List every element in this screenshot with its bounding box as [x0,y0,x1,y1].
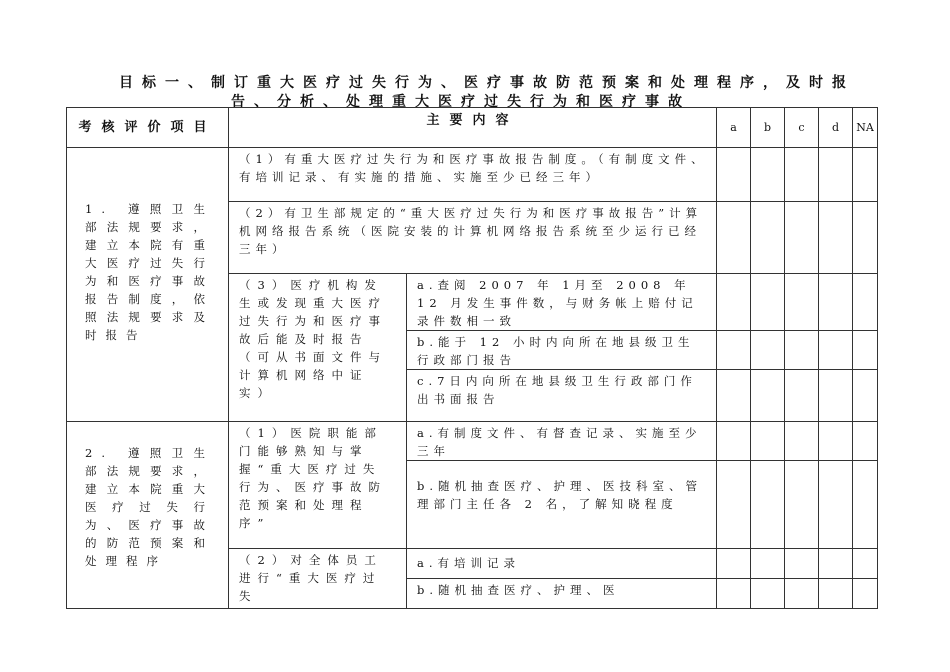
grade-cell[interactable] [751,274,785,331]
grade-cell[interactable] [853,461,878,549]
grade-cell[interactable] [717,422,751,461]
grade-cell[interactable] [853,331,878,370]
grade-cell[interactable] [819,148,853,202]
grade-cell[interactable] [751,202,785,274]
section-2-row-2a-text: a.有培训记录 [417,556,521,570]
grade-cell[interactable] [785,422,819,461]
header-grade-a: a [717,108,751,148]
section-2-row-2-label: （2）对全体员工进行“重大医疗过失 [239,553,383,603]
grade-cell[interactable] [853,579,878,609]
grade-cell[interactable] [819,274,853,331]
section-1-row-1-content [229,148,717,202]
section-1-row-2-content [229,202,717,274]
section-1-row-3b-text: b.能于 12 小时内向所在地县级卫生行政部门报告 [417,335,695,367]
document-title-line-2: 告、分析、处理重大医疗过失行为和医疗事故 [231,94,691,110]
grade-cell[interactable] [819,549,853,579]
header-grade-b: b [751,108,785,148]
table-row [67,422,878,461]
section-2-row-1-label: （1）医院职能部门能够熟知与掌握“重大医疗过失行为、医疗事故防范预案和处理程序” [239,426,387,530]
section-2-row-1a-content [407,422,717,461]
grade-cell[interactable] [717,461,751,549]
header-content-cell [229,108,717,148]
table-header-row [67,108,878,148]
grade-cell[interactable] [819,202,853,274]
section-1-row-2-text: （2）有卫生部规定的“重大医疗过失行为和医疗事故报告”计算机网络报告系统（医院安装的计算机网络报告系统至少运行已经三年） [239,206,703,256]
grade-cell[interactable] [717,274,751,331]
grade-cell[interactable] [717,331,751,370]
section-1-row-3c-text: c.7日内向所在地县级卫生行政部门作出书面报告 [417,374,697,406]
header-item-label: 考核评价项目 [78,120,217,135]
grade-cell[interactable] [819,331,853,370]
document-title-line-1: 目标一、制订重大医疗过失行为、医疗事故防范预案和处理程序，及时报 [119,75,855,91]
grade-cell[interactable] [717,202,751,274]
section-2-item-text: 2. 遵照卫生部法规要求，建立本院重大医疗过失行为、医疗事故的防范预案和处理程序 [85,446,214,568]
grade-cell[interactable] [819,422,853,461]
grade-cell[interactable] [785,274,819,331]
section-1-item-text: 1. 遵照卫生部法规要求，建立本院有重大医疗过失行为和医疗事故报告制度，依照法规要求及时报告 [85,202,214,342]
section-1-row-1-text: （1）有重大医疗过失行为和医疗事故报告制度。（有制度文件、有培训记录、有实施的措施、实施至少已经三年） [239,152,708,184]
grade-cell[interactable] [785,370,819,422]
grade-cell[interactable] [785,579,819,609]
grade-cell[interactable] [785,549,819,579]
grade-cell[interactable] [853,202,878,274]
grade-cell[interactable] [717,148,751,202]
header-grade-c: c [785,108,819,148]
grade-cell[interactable] [751,148,785,202]
section-1-row-3c-content [407,370,717,422]
grade-cell[interactable] [785,461,819,549]
grade-cell[interactable] [751,370,785,422]
grade-cell[interactable] [853,274,878,331]
section-2-row-1a-text: a.有制度文件、有督查记录、实施至少三年 [417,426,702,458]
section-1-row-3b-content [407,331,717,370]
section-1-row-3a-text: a.查阅 2007 年 1月至 2008 年 12 月发生事件数，与财务帐上赔付记录件数相一致 [417,278,698,328]
grade-cell[interactable] [853,549,878,579]
grade-cell[interactable] [751,579,785,609]
grade-cell[interactable] [751,549,785,579]
grade-cell[interactable] [785,202,819,274]
grade-cell[interactable] [853,370,878,422]
grade-cell[interactable] [853,148,878,202]
header-content-label: 主要内容 [426,112,519,128]
section-1-item-cell [67,148,229,422]
grade-cell[interactable] [853,422,878,461]
section-2-item-cell [67,422,229,609]
section-1-row-3-label-cell [229,274,407,422]
section-2-row-1b-text: b.随机抽查医疗、护理、医技科室、管理部门主任各 2 名，了解知晓程度 [417,479,703,511]
section-2-row-2-label-cell [229,549,407,609]
section-2-row-2b-content [407,579,717,609]
header-grade-d: d [819,108,853,148]
section-2-row-2b-text: b.随机抽查医疗、护理、医 [417,583,620,597]
grade-cell[interactable] [751,422,785,461]
table-row [67,148,878,202]
section-2-row-2a-content [407,549,717,579]
grade-cell[interactable] [717,370,751,422]
grade-cell[interactable] [785,331,819,370]
assessment-table [66,107,878,609]
header-grade-na: NA [853,108,878,148]
section-2-row-1-label-cell [229,422,407,549]
section-1-row-3a-content [407,274,717,331]
section-2-row-1b-content [407,461,717,549]
section-1-row-3-label: （3）医疗机构发生或发现重大医疗过失行为和医疗事故后能及时报告（可从书面文件与计算机网络中证实） [239,278,387,400]
grade-cell[interactable] [819,461,853,549]
grade-cell[interactable] [819,579,853,609]
header-item-cell [67,108,229,148]
grade-cell[interactable] [717,579,751,609]
grade-cell[interactable] [751,331,785,370]
grade-cell[interactable] [717,549,751,579]
grade-cell[interactable] [819,370,853,422]
grade-cell[interactable] [751,461,785,549]
grade-cell[interactable] [785,148,819,202]
